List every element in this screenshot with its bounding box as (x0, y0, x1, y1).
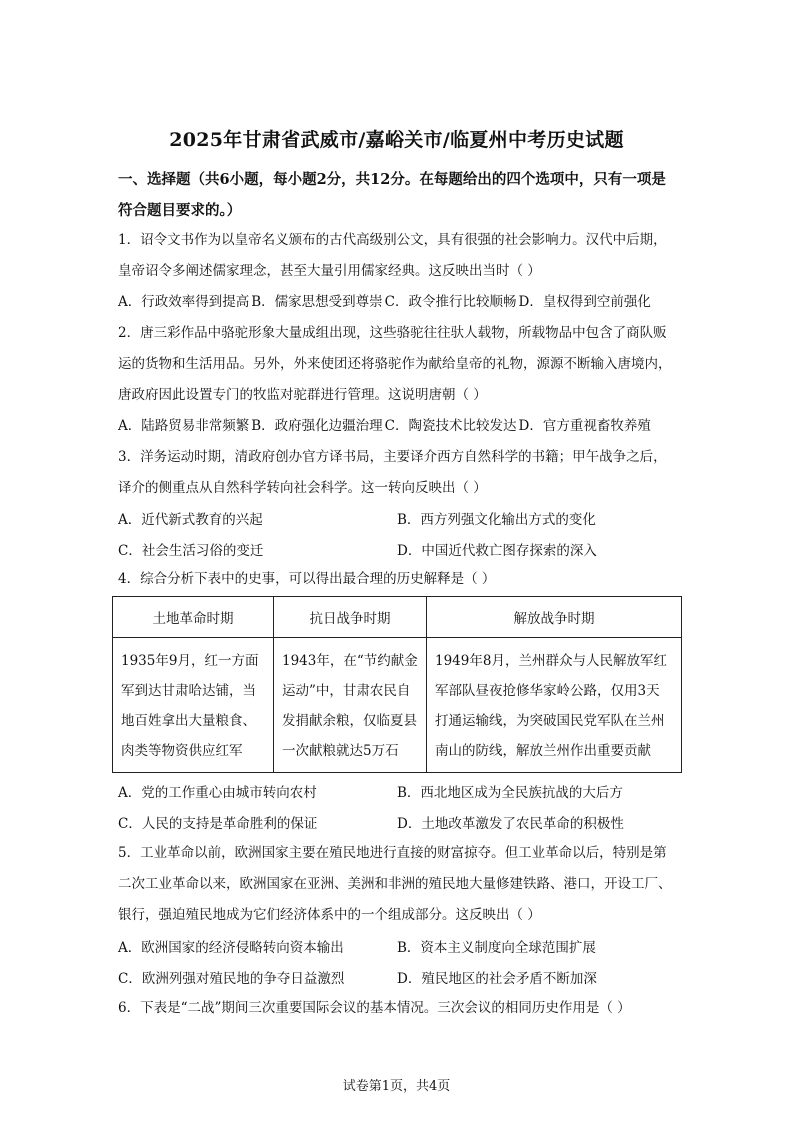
q1-option-b: B．儒家思想受到尊崇 (251, 294, 383, 310)
q1-option-c: C．政令推行比较顺畅 (384, 294, 517, 310)
history-table (112, 596, 682, 773)
q5-option-b: B．资本主义制度向全球范围扩展 (397, 940, 596, 956)
table-cell: 1949年8月，兰州群众与人民解放军红军部队昼夜抢修华家岭公路，仅用3天打通运输线，为突破国民党军队在兰州南山的防线，解放兰州作出重要贡献 (427, 638, 682, 773)
q5-option-d: D．殖民地区的社会矛盾不断加深 (397, 971, 597, 987)
table-header: 抗日战争时期 (274, 597, 427, 638)
table-header-row (113, 597, 682, 638)
q3-option-d: D．中国近代救亡图存探索的深入 (397, 543, 597, 559)
q2-option-b: B．政府强化边疆治理 (251, 418, 383, 434)
question-1 (118, 225, 678, 287)
q4-option-c: C．人民的支持是革命胜利的保证 (118, 816, 318, 832)
question-5 (118, 838, 678, 931)
question-6-stem: 6．下表是“二战”期间三次重要国际会议的基本情况。三次会议的相同历史作用是（ ） (118, 1000, 631, 1016)
q5-option-c: C．欧洲列强对殖民地的争夺日益激烈 (118, 971, 345, 987)
question-4 (118, 564, 678, 595)
table-header: 土地革命时期 (113, 597, 274, 638)
question-1-stem: 1．诏令文书作为以皇帝名义颁布的古代高级别公文，具有很强的社会影响力。汉代中后期，皇帝诏令多阐述儒家理念，甚至大量引用儒家经典。这反映出当时（ ） (118, 232, 667, 279)
question-3 (118, 442, 678, 504)
q2-option-a: A．陆路贸易非常频繁 (118, 418, 250, 434)
question-2-stem: 2．唐三彩作品中骆驼形象大量成组出现，这些骆驼往往驮人载物，所载物品中包含了商队贩运的货物和生活用品。另外，外来使团还将骆驼作为献给皇帝的礼物，源源不断输入唐境内，唐政府因此设置专门的牧监对驼群进行管理。这说明唐朝（ ） (118, 325, 672, 403)
q4-option-a: A．党的工作重心由城市转向农村 (118, 785, 317, 801)
page-footer: 试卷第1页，共4页 (342, 1079, 451, 1094)
q2-option-c: C．陶瓷技术比较发达 (384, 418, 517, 434)
question-6 (118, 993, 678, 1024)
question-2 (118, 318, 678, 411)
question-4-stem: 4．综合分析下表中的史事，可以得出最合理的历史解释是（ ） (118, 571, 496, 587)
q4-option-d: D．土地改革激发了农民革命的积极性 (397, 816, 624, 832)
q1-option-a: A．行政效率得到提高 (118, 294, 250, 310)
table-cell: 1935年9月，红一方面军到达甘肃哈达铺，当地百姓拿出大量粮食、肉类等物资供应红军 (113, 638, 274, 773)
question-3-stem: 3．洋务运动时期，清政府创办官方译书局，主要译介西方自然科学的书籍；甲午战争之后，译介的侧重点从自然科学转向社会科学。这一转向反映出（ ） (118, 449, 667, 496)
question-2-options (118, 414, 653, 434)
q4-option-b: B．西北地区成为全民族抗战的大后方 (397, 785, 623, 801)
table-cell: 1943年，在“节约献金运动”中，甘肃农民自发捐献余粮，仅临夏县一次献粮就达5万石 (274, 638, 427, 773)
q3-option-b: B．西方列强文化输出方式的变化 (397, 512, 596, 528)
q1-option-d: D．皇权得到空前强化 (518, 294, 651, 310)
q3-option-c: C．社会生活习俗的变迁 (118, 543, 264, 559)
question-1-options (118, 290, 653, 310)
q5-option-a: A．欧洲国家的经济侵略转向资本输出 (118, 940, 344, 956)
table-row (113, 638, 682, 773)
table-header: 解放战争时期 (427, 597, 682, 638)
q3-option-a: A．近代新式教育的兴起 (118, 512, 263, 528)
q2-option-d: D．官方重视畜牧养殖 (518, 418, 651, 434)
page-title: 2025年甘肃省武威市/嘉峪关市/临夏州中考历史试题 (169, 129, 624, 151)
question-5-stem: 5．工业革命以前，欧洲国家主要在殖民地进行直接的财富掠夺。但工业革命以后，特别是第二次工业革命以来，欧洲国家在亚洲、美洲和非洲的殖民地大量修建铁路、港口，开设工厂、银行，强迫殖民地成为它们经济体系中的一个组成部分。这反映出（ ） (118, 845, 672, 923)
section-heading: 一、选择题（共6小题，每小题2分，共12分。在每题给出的四个选项中，只有一项是符合题目要求的。） (118, 171, 666, 219)
